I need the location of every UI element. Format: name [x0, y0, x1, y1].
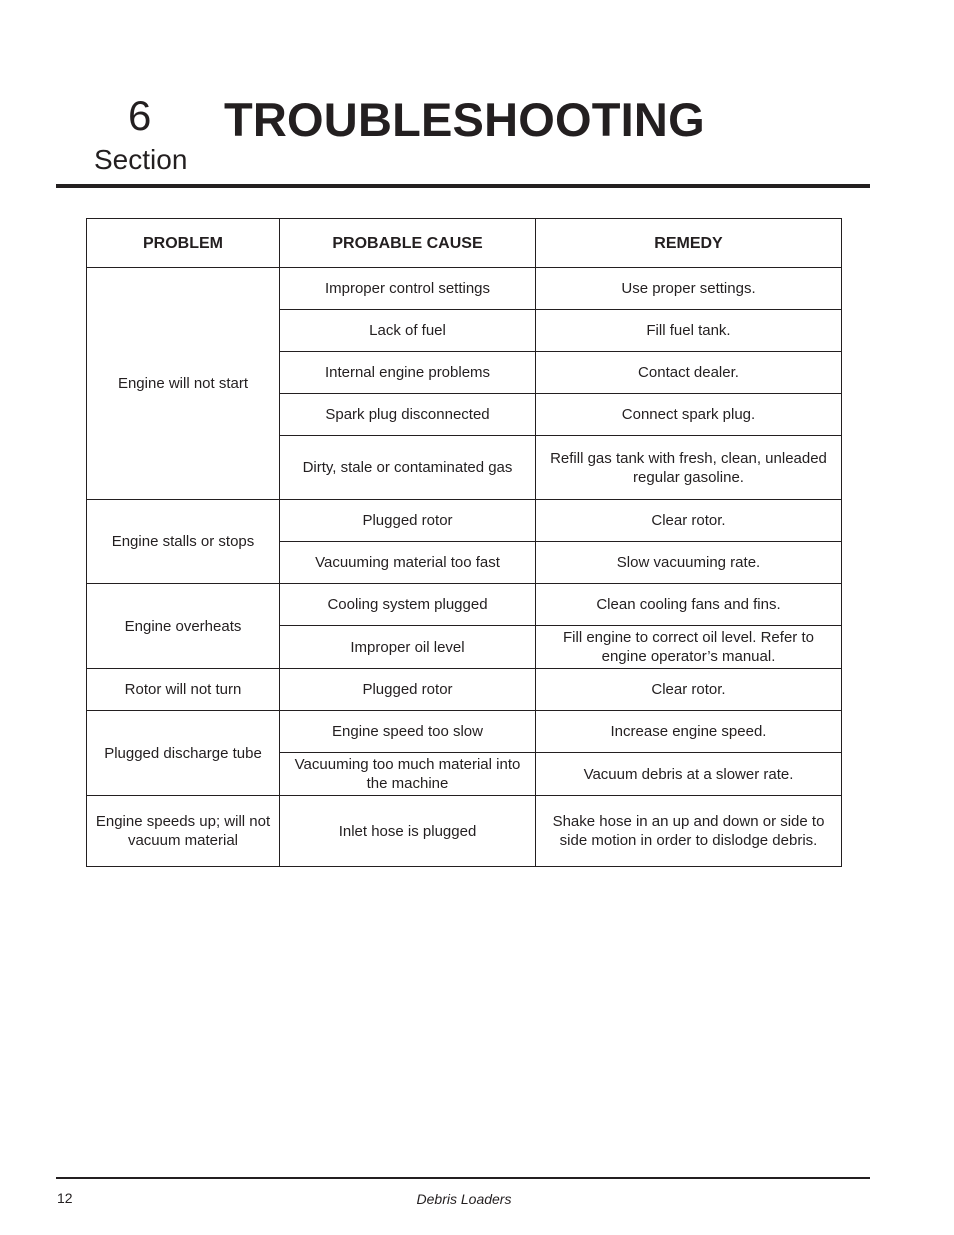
cause-cell: Improper control settings	[280, 268, 536, 310]
troubleshooting-table	[86, 218, 842, 867]
problem-cell: Engine will not start	[87, 268, 280, 500]
cause-cell: Inlet hose is plugged	[280, 796, 536, 867]
remedy-cell: Clean cooling fans and fins.	[536, 584, 842, 626]
problem-cell: Engine overheats	[87, 584, 280, 669]
remedy-cell: Clear rotor.	[536, 500, 842, 542]
page-number: 12	[57, 1190, 73, 1206]
cause-cell: Improper oil level	[280, 626, 536, 669]
footer-document-title: Debris Loaders	[416, 1191, 512, 1207]
remedy-cell: Vacuum debris at a slower rate.	[536, 753, 842, 796]
problem-cell: Plugged discharge tube	[87, 711, 280, 796]
remedy-cell: Fill fuel tank.	[536, 310, 842, 352]
remedy-cell: Contact dealer.	[536, 352, 842, 394]
column-header-problem: PROBLEM	[87, 219, 280, 268]
cause-cell: Engine speed too slow	[280, 711, 536, 753]
remedy-cell: Refill gas tank with fresh, clean, unleaded regular gasoline.	[536, 436, 842, 500]
remedy-cell: Fill engine to correct oil level. Refer to engine operator’s manual.	[536, 626, 842, 669]
header-divider	[56, 184, 870, 188]
table-row	[87, 796, 842, 867]
cause-cell: Cooling system plugged	[280, 584, 536, 626]
cause-cell: Vacuuming material too fast	[280, 542, 536, 584]
problem-cell: Engine stalls or stops	[87, 500, 280, 584]
remedy-cell: Shake hose in an up and down or side to side motion in order to dislodge debris.	[536, 796, 842, 867]
section-label: Section	[94, 144, 188, 175]
table-row	[87, 268, 842, 310]
remedy-cell: Clear rotor.	[536, 669, 842, 711]
cause-cell: Vacuuming too much material into the machine	[280, 753, 536, 796]
cause-cell: Spark plug disconnected	[280, 394, 536, 436]
remedy-cell: Slow vacuuming rate.	[536, 542, 842, 584]
table-row	[87, 669, 842, 711]
table-row	[87, 500, 842, 542]
section-number: 6	[128, 92, 152, 139]
cause-cell: Plugged rotor	[280, 669, 536, 711]
problem-cell: Rotor will not turn	[87, 669, 280, 711]
remedy-cell: Increase engine speed.	[536, 711, 842, 753]
cause-cell: Lack of fuel	[280, 310, 536, 352]
remedy-cell: Use proper settings.	[536, 268, 842, 310]
footer-divider	[56, 1177, 870, 1179]
page-title: TROUBLESHOOTING	[224, 93, 705, 146]
cause-cell: Plugged rotor	[280, 500, 536, 542]
column-header-probable-cause: PROBABLE CAUSE	[280, 219, 536, 268]
remedy-cell: Connect spark plug.	[536, 394, 842, 436]
cause-cell: Dirty, stale or contaminated gas	[280, 436, 536, 500]
column-header-remedy: REMEDY	[536, 219, 842, 268]
table-row	[87, 711, 842, 753]
cause-cell: Internal engine problems	[280, 352, 536, 394]
table-header-row	[87, 219, 842, 268]
table-row	[87, 584, 842, 626]
problem-cell: Engine speeds up; will not vacuum material	[87, 796, 280, 867]
